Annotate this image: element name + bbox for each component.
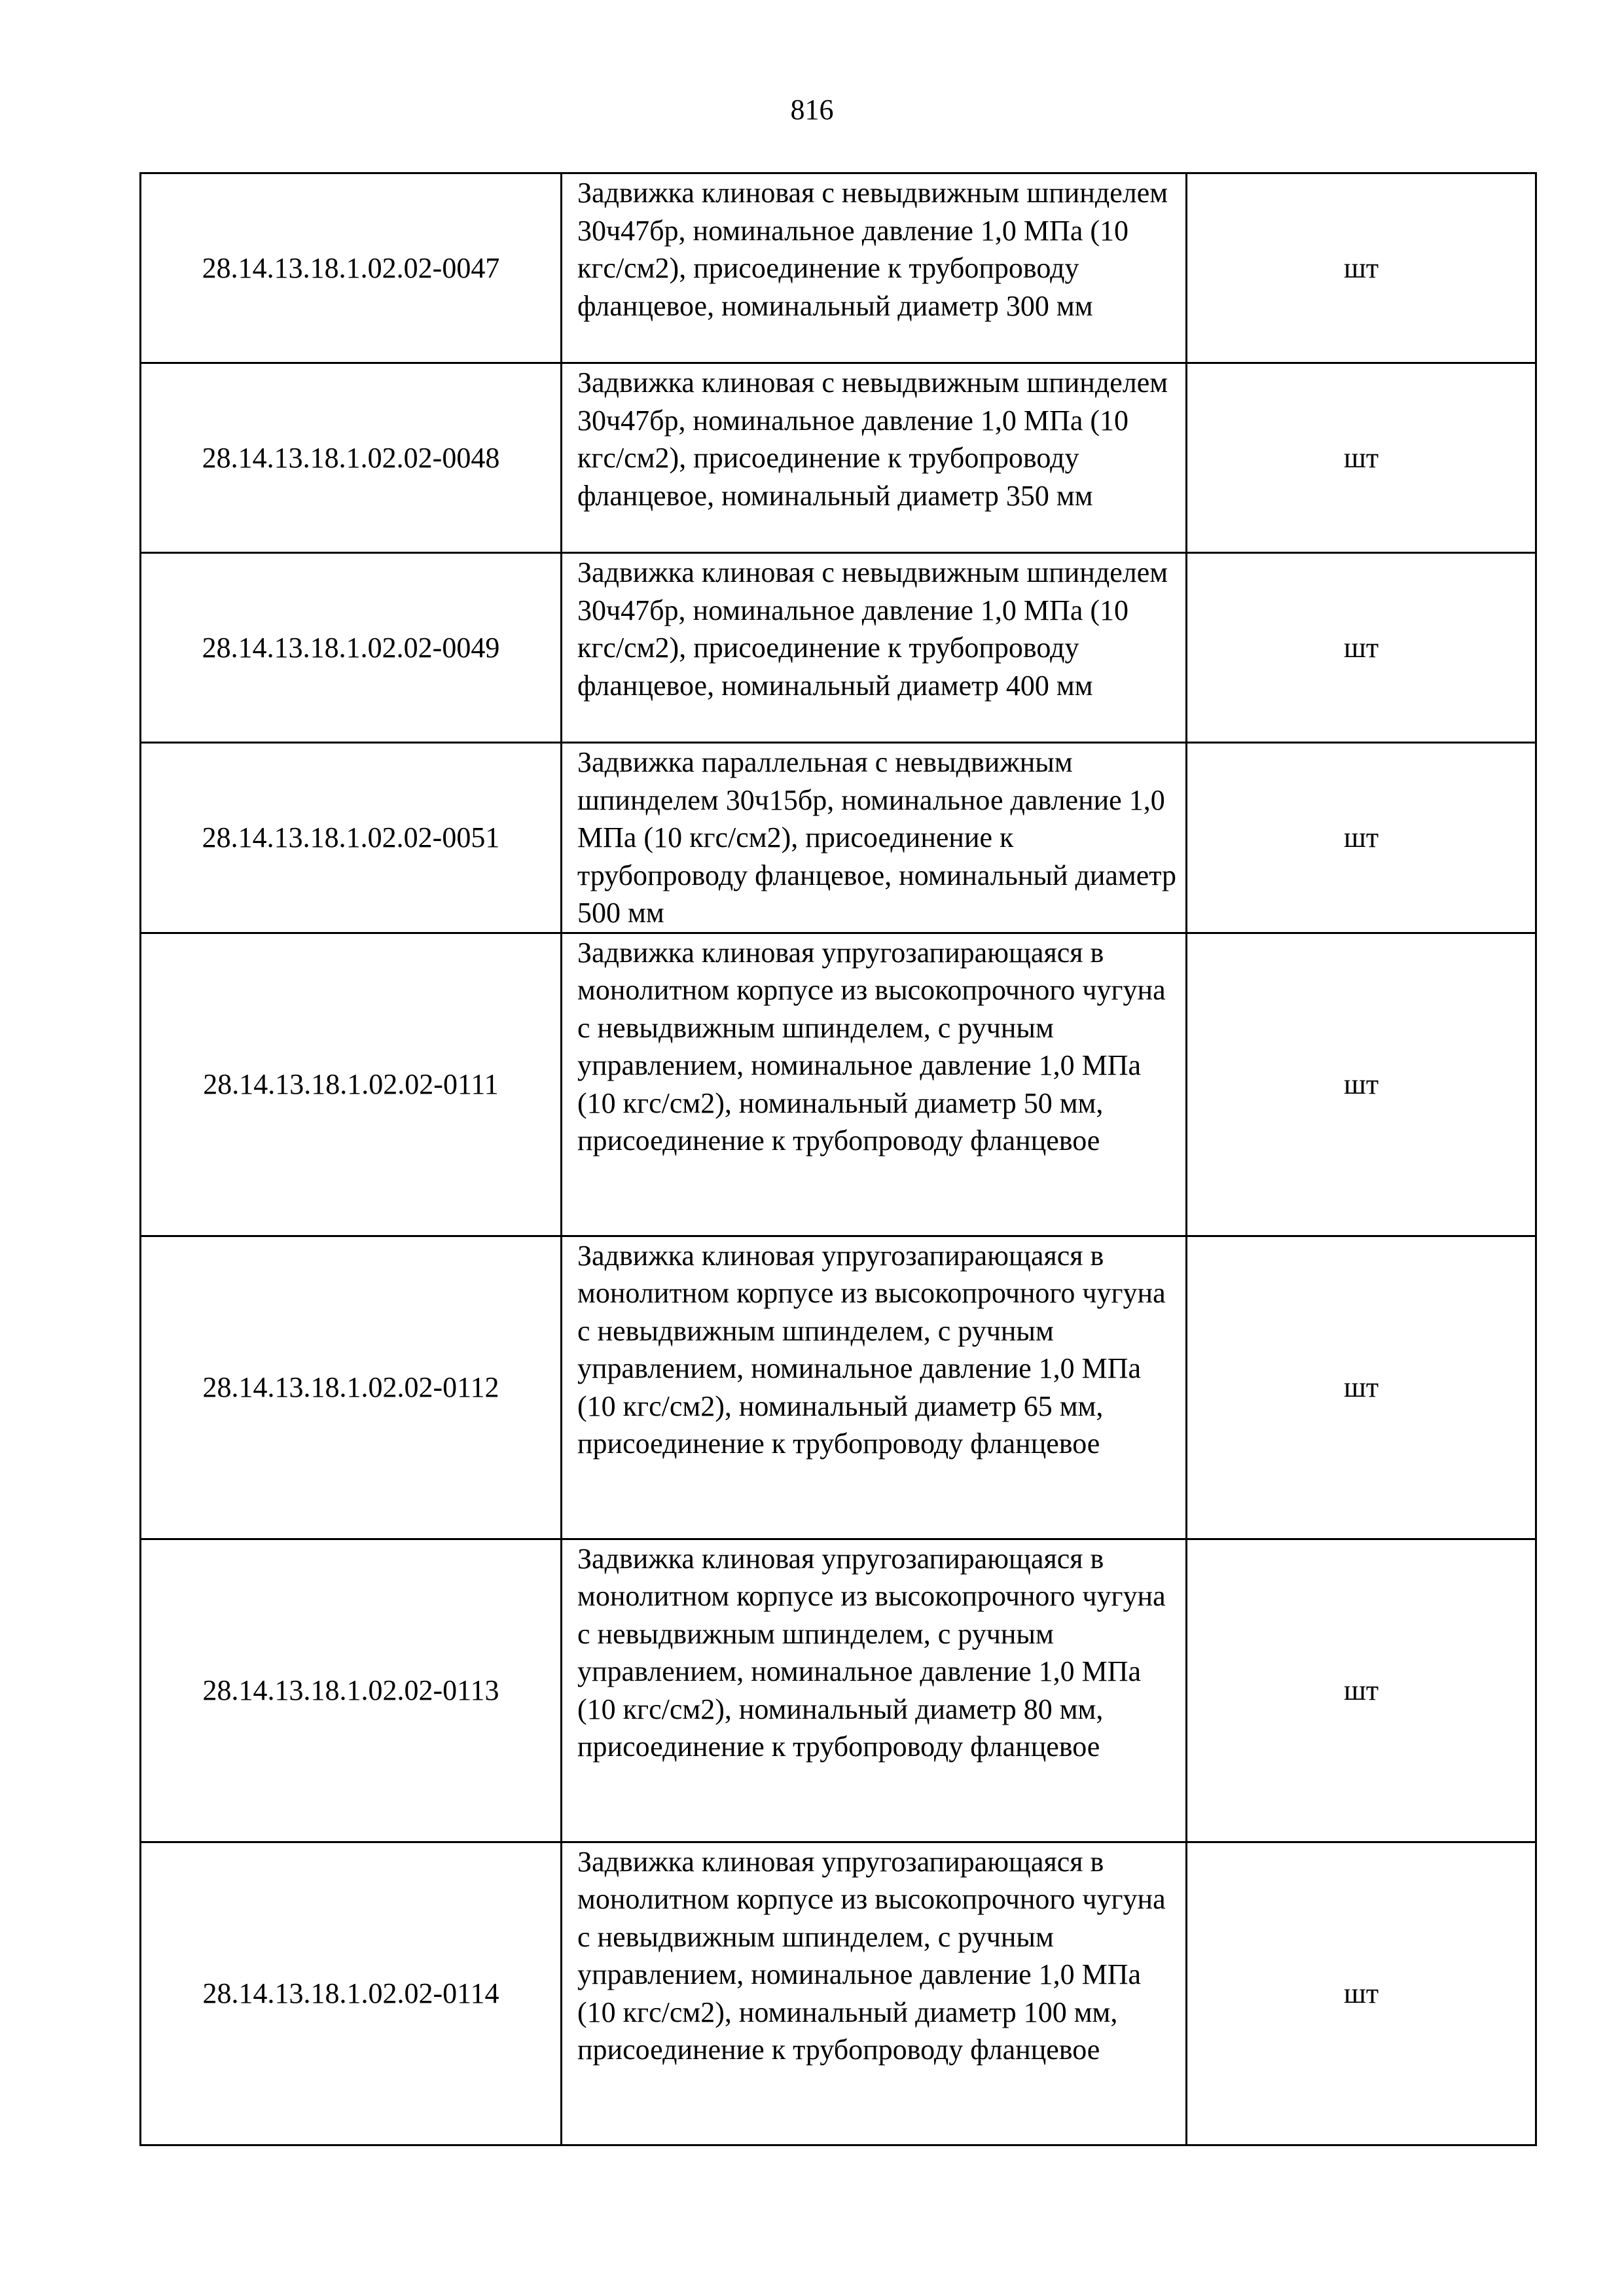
resource-description: Задвижка параллельная с невыдвижным шпинделем 30ч15бр, номинальное давление 1,0 МПа (10 кгс/см2), присоединение к трубопроводу фланцевое, номинальный диаметр 500 мм [562, 743, 1187, 933]
unit-of-measure: шт [1187, 1842, 1536, 2145]
resource-description: Задвижка клиновая с невыдвижным шпинделем 30ч47бр, номинальное давление 1,0 МПа (10 кгс/см2), присоединение к трубопроводу фланцевое, номинальный диаметр 300 мм [562, 173, 1187, 363]
table-row [141, 743, 1536, 933]
unit-of-measure: шт [1187, 743, 1536, 933]
resource-code: 28.14.13.18.1.02.02-0112 [141, 1236, 562, 1539]
resource-description: Задвижка клиновая упругозапирающаяся в монолитном корпусе из высокопрочного чугуна с невыдвижным шпинделем, с ручным управлением, номинальное давление 1,0 МПа (10 кгс/см2), номинальный диаметр 80 мм, присоединение к трубопроводу фланцевое [562, 1539, 1187, 1842]
unit-of-measure: шт [1187, 553, 1536, 743]
resource-description: Задвижка клиновая упругозапирающаяся в монолитном корпусе из высокопрочного чугуна с невыдвижным шпинделем, с ручным управлением, номинальное давление 1,0 МПа (10 кгс/см2), номинальный диаметр 50 мм, присоединение к трубопроводу фланцевое [562, 933, 1187, 1236]
resource-code: 28.14.13.18.1.02.02-0114 [141, 1842, 562, 2145]
unit-of-measure: шт [1187, 363, 1536, 553]
unit-of-measure: шт [1187, 1236, 1536, 1539]
resource-description: Задвижка клиновая с невыдвижным шпинделем 30ч47бр, номинальное давление 1,0 МПа (10 кгс/см2), присоединение к трубопроводу фланцевое, номинальный диаметр 350 мм [562, 363, 1187, 553]
resource-code: 28.14.13.18.1.02.02-0051 [141, 743, 562, 933]
resource-code: 28.14.13.18.1.02.02-0048 [141, 363, 562, 553]
unit-of-measure: шт [1187, 933, 1536, 1236]
resource-code: 28.14.13.18.1.02.02-0113 [141, 1539, 562, 1842]
resource-description: Задвижка клиновая с невыдвижным шпинделем 30ч47бр, номинальное давление 1,0 МПа (10 кгс/см2), присоединение к трубопроводу фланцевое, номинальный диаметр 400 мм [562, 553, 1187, 743]
table-row [141, 1842, 1536, 2145]
resource-table [139, 172, 1537, 2146]
table-row [141, 1236, 1536, 1539]
table-row [141, 173, 1536, 363]
table-row [141, 933, 1536, 1236]
unit-of-measure: шт [1187, 1539, 1536, 1842]
unit-of-measure: шт [1187, 173, 1536, 363]
resource-description: Задвижка клиновая упругозапирающаяся в монолитном корпусе из высокопрочного чугуна с невыдвижным шпинделем, с ручным управлением, номинальное давление 1,0 МПа (10 кгс/см2), номинальный диаметр 65 мм, присоединение к трубопроводу фланцевое [562, 1236, 1187, 1539]
table-row [141, 1539, 1536, 1842]
table-row [141, 553, 1536, 743]
resource-description: Задвижка клиновая упругозапирающаяся в монолитном корпусе из высокопрочного чугуна с невыдвижным шпинделем, с ручным управлением, номинальное давление 1,0 МПа (10 кгс/см2), номинальный диаметр 100 мм, присоединение к трубопроводу фланцевое [562, 1842, 1187, 2145]
resource-code: 28.14.13.18.1.02.02-0047 [141, 173, 562, 363]
resource-code: 28.14.13.18.1.02.02-0049 [141, 553, 562, 743]
table-row [141, 363, 1536, 553]
resource-code: 28.14.13.18.1.02.02-0111 [141, 933, 562, 1236]
page-number: 816 [790, 94, 834, 126]
